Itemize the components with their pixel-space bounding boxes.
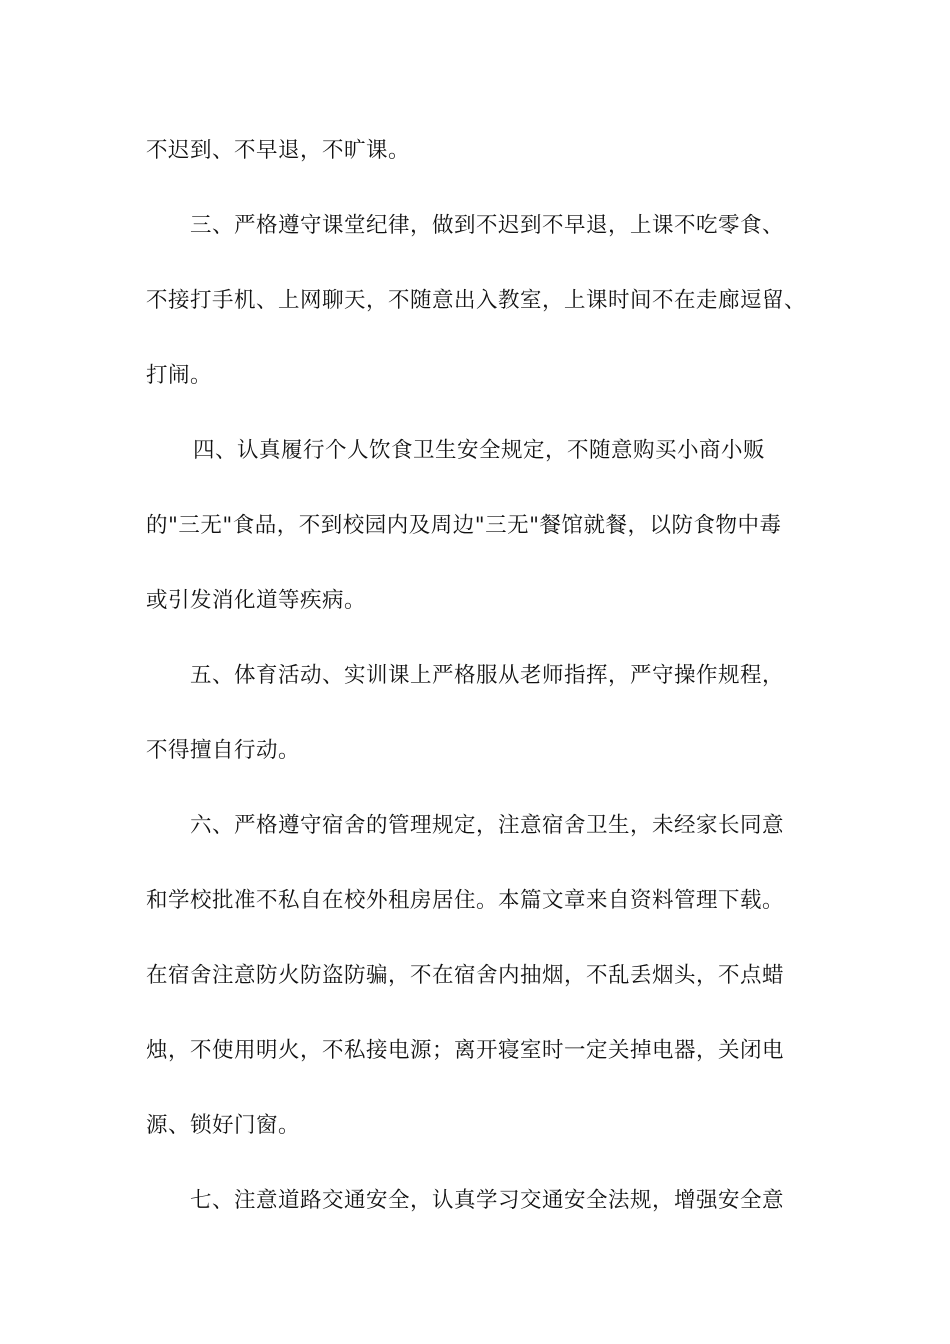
text-line: 五、体育活动、实训课上严格服从老师指挥，严守操作规程， bbox=[190, 663, 785, 688]
text-line: 烛，不使用明火，不私接电源；离开寝室时一定关掉电器，关闭电 bbox=[146, 1038, 785, 1063]
text-line: 不得擅自行动。 bbox=[146, 738, 301, 763]
text-line: 源、锁好门窗。 bbox=[146, 1113, 301, 1138]
text-line: 四、认真履行个人饮食卫生安全规定，不随意购买小商小贩 bbox=[193, 438, 766, 463]
text-line: 七、注意道路交通安全，认真学习交通安全法规，增强安全意 bbox=[190, 1188, 785, 1213]
text-line: 或引发消化道等疾病。 bbox=[146, 588, 367, 613]
text-line: 的"三无"食品，不到校园内及周边"三无"餐馆就餐，以防食物中毒 bbox=[146, 513, 782, 538]
text-line: 在宿舍注意防火防盗防骗，不在宿舍内抽烟，不乱丢烟头，不点蜡 bbox=[146, 963, 785, 988]
text-line: 打闹。 bbox=[146, 363, 213, 388]
text-line: 不接打手机、上网聊天，不随意出入教室，上课时间不在走廊逗留、 bbox=[146, 288, 807, 313]
text-line: 三、严格遵守课堂纪律，做到不迟到不早退，上课不吃零食、 bbox=[190, 213, 785, 238]
text-line: 和学校批准不私自在校外租房居住。本篇文章来自资料管理下载。 bbox=[146, 888, 785, 913]
text-line: 六、严格遵守宿舍的管理规定，注意宿舍卫生，未经家长同意 bbox=[190, 813, 785, 838]
text-line: 不迟到、不早退，不旷课。 bbox=[146, 138, 411, 163]
